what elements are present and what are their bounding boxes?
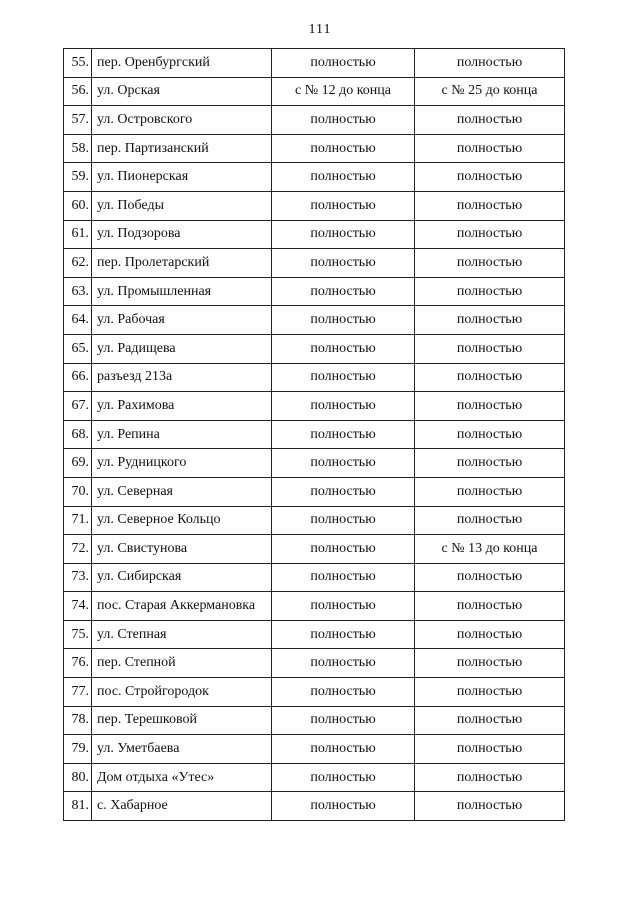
odd-side-coverage: полностью (415, 392, 565, 421)
row-number: 77. (64, 678, 92, 707)
odd-side-coverage: полностью (415, 449, 565, 478)
odd-side-coverage: полностью (415, 706, 565, 735)
row-number: 64. (64, 306, 92, 335)
row-number: 81. (64, 792, 92, 821)
row-number: 63. (64, 277, 92, 306)
table-row (64, 191, 565, 220)
odd-side-coverage: полностью (415, 477, 565, 506)
row-number: 72. (64, 535, 92, 564)
table-row (64, 134, 565, 163)
street-name: с. Хабарное (92, 792, 272, 821)
row-number: 60. (64, 191, 92, 220)
row-number: 58. (64, 134, 92, 163)
even-side-coverage: полностью (272, 449, 415, 478)
odd-side-coverage: полностью (415, 277, 565, 306)
table-row (64, 392, 565, 421)
table-row (64, 735, 565, 764)
street-name: ул. Рахимова (92, 392, 272, 421)
row-number: 61. (64, 220, 92, 249)
street-name: разъезд 213а (92, 363, 272, 392)
table-row (64, 106, 565, 135)
row-number: 65. (64, 334, 92, 363)
row-number: 55. (64, 49, 92, 78)
table-row (64, 449, 565, 478)
table-row (64, 220, 565, 249)
odd-side-coverage: полностью (415, 191, 565, 220)
table-row (64, 420, 565, 449)
odd-side-coverage: полностью (415, 792, 565, 821)
street-name: пос. Старая Аккермановка (92, 592, 272, 621)
street-name: ул. Северное Кольцо (92, 506, 272, 535)
even-side-coverage: полностью (272, 706, 415, 735)
street-name: пер. Терешковой (92, 706, 272, 735)
table-row (64, 306, 565, 335)
table-row (64, 620, 565, 649)
table-row (64, 506, 565, 535)
even-side-coverage: полностью (272, 763, 415, 792)
table-row (64, 706, 565, 735)
odd-side-coverage: полностью (415, 678, 565, 707)
table-row (64, 563, 565, 592)
table-row (64, 535, 565, 564)
street-name: ул. Орская (92, 77, 272, 106)
street-name: ул. Рудницкого (92, 449, 272, 478)
street-name: ул. Свистунова (92, 535, 272, 564)
odd-side-coverage: полностью (415, 563, 565, 592)
odd-side-coverage: полностью (415, 620, 565, 649)
row-number: 71. (64, 506, 92, 535)
table-row (64, 163, 565, 192)
table-row (64, 249, 565, 278)
table-row (64, 678, 565, 707)
table-row (64, 49, 565, 78)
even-side-coverage: полностью (272, 363, 415, 392)
odd-side-coverage: полностью (415, 420, 565, 449)
row-number: 66. (64, 363, 92, 392)
table-row (64, 77, 565, 106)
even-side-coverage: полностью (272, 506, 415, 535)
even-side-coverage: полностью (272, 563, 415, 592)
even-side-coverage: полностью (272, 678, 415, 707)
odd-side-coverage: полностью (415, 163, 565, 192)
even-side-coverage: полностью (272, 535, 415, 564)
row-number: 69. (64, 449, 92, 478)
row-number: 76. (64, 649, 92, 678)
table-row (64, 649, 565, 678)
even-side-coverage: полностью (272, 334, 415, 363)
street-name: пер. Пролетарский (92, 249, 272, 278)
street-name: ул. Радищева (92, 334, 272, 363)
table-row (64, 592, 565, 621)
row-number: 67. (64, 392, 92, 421)
row-number: 79. (64, 735, 92, 764)
table-row (64, 334, 565, 363)
street-name: пер. Партизанский (92, 134, 272, 163)
even-side-coverage: полностью (272, 249, 415, 278)
even-side-coverage: полностью (272, 306, 415, 335)
odd-side-coverage: полностью (415, 49, 565, 78)
table-body (64, 49, 565, 821)
even-side-coverage: полностью (272, 163, 415, 192)
row-number: 59. (64, 163, 92, 192)
street-name: Дом отдыха «Утес» (92, 763, 272, 792)
row-number: 57. (64, 106, 92, 135)
even-side-coverage: полностью (272, 191, 415, 220)
row-number: 80. (64, 763, 92, 792)
row-number: 78. (64, 706, 92, 735)
odd-side-coverage: полностью (415, 249, 565, 278)
odd-side-coverage: полностью (415, 334, 565, 363)
even-side-coverage: полностью (272, 649, 415, 678)
row-number: 75. (64, 620, 92, 649)
street-name: ул. Островского (92, 106, 272, 135)
odd-side-coverage: полностью (415, 735, 565, 764)
street-name: ул. Репина (92, 420, 272, 449)
street-name: ул. Северная (92, 477, 272, 506)
odd-side-coverage: с № 13 до конца (415, 535, 565, 564)
even-side-coverage: полностью (272, 620, 415, 649)
street-name: ул. Пионерская (92, 163, 272, 192)
street-name: ул. Подзорова (92, 220, 272, 249)
street-table (63, 48, 565, 821)
even-side-coverage: полностью (272, 735, 415, 764)
even-side-coverage: полностью (272, 49, 415, 78)
odd-side-coverage: полностью (415, 763, 565, 792)
odd-side-coverage: полностью (415, 649, 565, 678)
even-side-coverage: полностью (272, 592, 415, 621)
row-number: 73. (64, 563, 92, 592)
even-side-coverage: полностью (272, 792, 415, 821)
odd-side-coverage: полностью (415, 106, 565, 135)
street-name: ул. Победы (92, 191, 272, 220)
odd-side-coverage: полностью (415, 220, 565, 249)
odd-side-coverage: полностью (415, 363, 565, 392)
even-side-coverage: полностью (272, 420, 415, 449)
table-row (64, 763, 565, 792)
street-name: ул. Промышленная (92, 277, 272, 306)
street-name: пер. Оренбургский (92, 49, 272, 78)
table-row (64, 363, 565, 392)
row-number: 62. (64, 249, 92, 278)
table-row (64, 477, 565, 506)
row-number: 68. (64, 420, 92, 449)
even-side-coverage: полностью (272, 477, 415, 506)
table-row (64, 277, 565, 306)
street-name: ул. Степная (92, 620, 272, 649)
page-number: 111 (308, 22, 332, 37)
even-side-coverage: полностью (272, 277, 415, 306)
row-number: 74. (64, 592, 92, 621)
even-side-coverage: полностью (272, 392, 415, 421)
odd-side-coverage: полностью (415, 134, 565, 163)
odd-side-coverage: полностью (415, 306, 565, 335)
odd-side-coverage: полностью (415, 592, 565, 621)
street-name: ул. Сибирская (92, 563, 272, 592)
street-name: ул. Уметбаева (92, 735, 272, 764)
even-side-coverage: полностью (272, 106, 415, 135)
street-name: ул. Рабочая (92, 306, 272, 335)
street-name: пос. Стройгородок (92, 678, 272, 707)
odd-side-coverage: полностью (415, 506, 565, 535)
even-side-coverage: полностью (272, 134, 415, 163)
even-side-coverage: полностью (272, 220, 415, 249)
table-row (64, 792, 565, 821)
row-number: 70. (64, 477, 92, 506)
row-number: 56. (64, 77, 92, 106)
street-name: пер. Степной (92, 649, 272, 678)
odd-side-coverage: с № 25 до конца (415, 77, 565, 106)
even-side-coverage: с № 12 до конца (272, 77, 415, 106)
